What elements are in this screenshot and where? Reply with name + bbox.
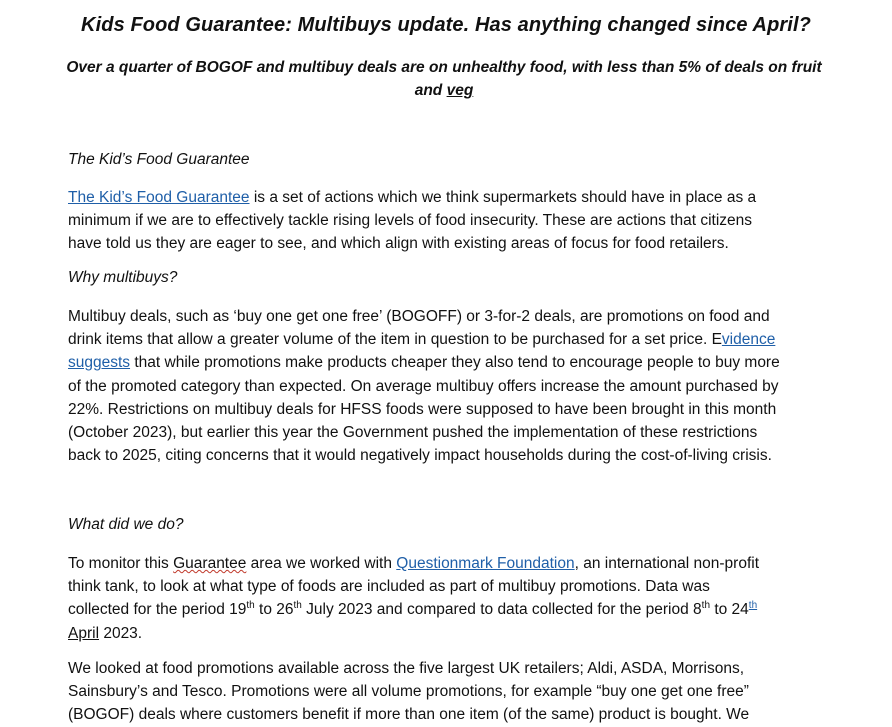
- document-subtitle: [58, 56, 830, 102]
- questionmark-foundation-link[interactable]: Questionmark Foundation: [396, 555, 575, 572]
- subtitle-veg: veg: [446, 82, 474, 99]
- paragraph-retailers: We looked at food promotions available across the five largest UK retailers; Aldi, ASDA, Morrisons, Sainsbury’s and Tesco. Promotions were all volume promotions, for example “buy one get one free” (BOGOF) deals where customers benefit if more than one item (of the same) product is bought. We: [68, 660, 750, 724]
- evidence-link[interactable]: vidence: [721, 331, 776, 349]
- document-title: Kids Food Guarantee: Multibuys update. Has anything changed since April?: [81, 14, 811, 36]
- paragraph-what-did-we-do: To monitor this Guarantee area we worked with Questionmark Foundation, an international non-profit think tank, to look at what type of foods are included as part of multibuy promotions. Data was collected for the period 19th to 26th July 2023 and compared to data collected for the period 8th to 24th April 2023.: [68, 555, 760, 642]
- paragraph-why-multibuys: Multibuy deals, such as ‘buy one get one free’ (BOGOFF) or 3-for-2 deals, are promotions on food and drink items that allow a greater volume of the item in question to be purchased for a set price. Evidence suggests that while promotions make products cheaper they also tend to encourage people to buy more of the promoted category than expected. On average multibuy offers increase the amount purchased by 22%. Restrictions on multibuy deals for HFSS foods were supposed to have been brought in this month (October 2023), but earlier this year the Government pushed the implementation of these restrictions back to 2025, citing concerns that it would negatively impact households during the cost-of-living crisis.: [68, 308, 780, 465]
- heading-why-multibuys: Why multibuys?: [68, 269, 178, 286]
- april-date-link[interactable]: April: [68, 624, 100, 642]
- suggests-link[interactable]: suggests: [68, 354, 131, 372]
- heading-kids-food-guarantee: The Kid’s Food Guarantee: [68, 151, 250, 168]
- kids-food-guarantee-link[interactable]: The Kid’s Food Guarantee: [68, 189, 250, 206]
- subtitle-line-1: Over a quarter of BOGOF and multibuy deals are on unhealthy food, with less than 5% of deals on fruit: [66, 59, 822, 76]
- april-date-link-sup[interactable]: th: [748, 600, 758, 612]
- paragraph-kids-food-guarantee: The Kid’s Food Guarantee is a set of actions which we think supermarkets should have in place as a minimum if we are to effectively tackle rising levels of food insecurity. These are actions that citizens have told us they are eager to see, and which align with existing areas of focus for food retailers.: [68, 189, 757, 253]
- heading-what-did-we-do: What did we do?: [68, 516, 184, 533]
- guarantee-spellcheck-word: Guarantee: [173, 555, 247, 572]
- subtitle-line-2: and: [414, 82, 447, 99]
